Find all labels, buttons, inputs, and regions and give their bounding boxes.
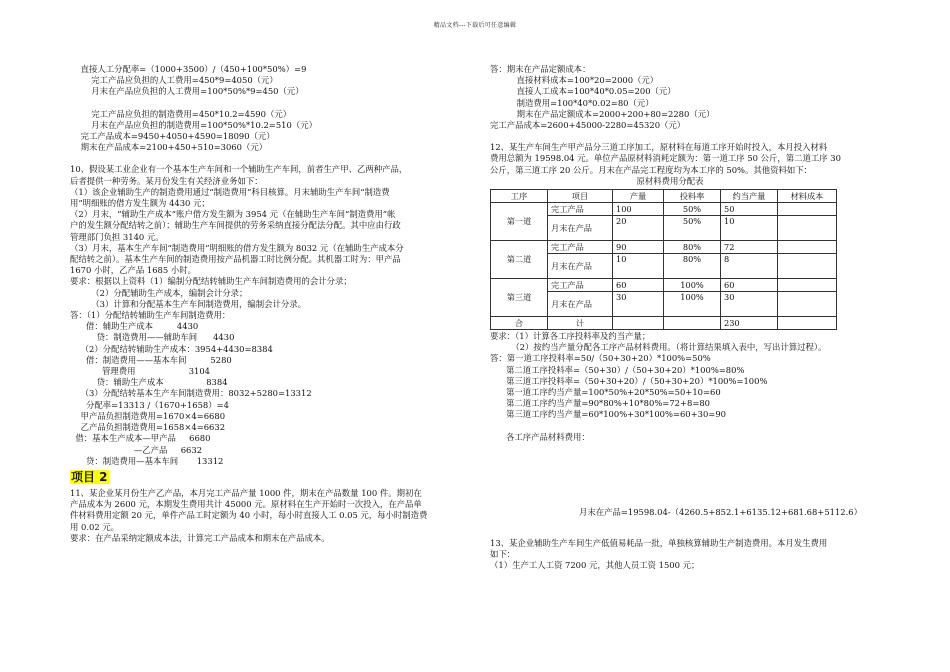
table-cell-qty: 60 xyxy=(613,279,664,292)
table-cell-equiv: 10 xyxy=(721,216,778,241)
text-line: —乙产品 6632 xyxy=(70,444,203,455)
text-line: 完工产品成本=2600+45000-2280=45320（元） xyxy=(490,120,686,131)
blank-line xyxy=(70,98,470,109)
text-line: 费用总额为 19598.04 元。单位产品原材料消耗定额为：第一道工序 50 公斤，第二道工序 30 xyxy=(490,153,841,164)
text-line: 12、某生产车间生产甲产品分三道工序加工，原材料在每道工序开始时投入，本月投入材料 xyxy=(490,142,828,153)
table-header-cell: 材料成本 xyxy=(778,190,837,203)
left-top-text xyxy=(70,64,470,467)
table-cell-process: 第一道 xyxy=(491,203,548,241)
spacer xyxy=(490,443,890,507)
text-line: （3）分配结转基本生产车间制造费用：8032+5280=13312 xyxy=(70,388,312,399)
table-cell-equiv: 60 xyxy=(721,279,778,292)
table-cell-item: 月末在产品 xyxy=(548,254,613,279)
text-line: 贷：制造费用—基本车间 13312 xyxy=(70,455,224,466)
text-line: 用”明细账的借方发生额为 4430 元； xyxy=(70,198,210,209)
text-line: 管理费用 3104 xyxy=(70,366,211,377)
table-cell-equiv: 30 xyxy=(721,292,778,317)
text-line: 分配率=13313 /（1670+1658）=4 xyxy=(70,399,229,410)
text-line: 期末在产品定额成本=2000+200+80=2280（元） xyxy=(490,108,715,119)
table-cell-rate: 100% xyxy=(664,279,721,292)
table-cell-process: 第三道 xyxy=(491,279,548,317)
text-line: 产品成本为 2600 元，本期发生费用共计 45000 元。原材料在生产开始时一次投入，在产品单 xyxy=(70,499,422,510)
text-line: 借：制造费用——基本车间 5280 xyxy=(70,354,232,365)
text-line: 配结转之前）。基本生产车间的制造费用按产品机器工时比例分配。其机器工时为：甲产品 xyxy=(70,254,401,265)
text-line: 完工产品成本=9450+4050+4590=18090（元） xyxy=(70,131,275,142)
text-line: 第三道工序约当产量=60*100%+30*100%=60+30=90 xyxy=(490,409,726,420)
text-line: 后者提供一种劳务。某月份发生有关经济业务如下： xyxy=(70,175,263,186)
left-column xyxy=(70,64,470,544)
text-line: 月末在产品应负担的制造费用=100*50%*10.2=510（元） xyxy=(70,119,317,130)
table-header-cell: 约当产量 xyxy=(721,190,778,203)
text-line: （2）按约当产量分配各工序产品材料费用。（将计算结果填入表中，写出计算过程）。 xyxy=(490,342,827,353)
table-row xyxy=(491,203,837,216)
blank-line xyxy=(70,153,470,164)
table-cell-rate xyxy=(664,317,721,330)
table-cell-equiv: 72 xyxy=(721,241,778,254)
table-cell-rate: 50% xyxy=(664,216,721,241)
table-cell-equiv: 8 xyxy=(721,254,778,279)
text-line: 第二道工序约当产量=90*80%+10*80%=72+8=80 xyxy=(490,398,710,409)
formula-line: 月末在产品=19598.04-（4260.5+852.1+6135.12+681.68+5112.6） xyxy=(578,506,862,517)
text-line: 月末在产品应负担的人工费用=100*50%*9=450（元） xyxy=(70,86,304,97)
table-header-row xyxy=(491,190,837,203)
page-header: 精品文档---下载后可任意编辑 xyxy=(433,22,517,29)
right-top-text xyxy=(490,64,890,176)
table-cell-qty xyxy=(613,317,664,330)
table-cell-cost xyxy=(778,292,837,317)
table-cell-rate: 50% xyxy=(664,203,721,216)
text-line: 户的发生额分配结转之前）；辅助生产车间提供的劳务采纳直接分配法分配。其中应由行政 xyxy=(70,220,401,231)
blank-line xyxy=(490,131,890,142)
text-line: 完工产品应负担的制造费用=450*10.2=4590（元） xyxy=(70,108,292,119)
table-cell-rate: 80% xyxy=(664,254,721,279)
table-title: 原材料费用分配表 xyxy=(636,175,704,186)
table-cell-qty: 20 xyxy=(613,216,664,241)
text-line: 第一道工序约当产量=100*50%+20*50%=50+10=60 xyxy=(490,387,721,398)
text-line: 10、假设某工业企业有一个基本生产车间和一个辅助生产车间，前者生产甲、乙两种产品， xyxy=(70,164,408,175)
table-cell-cost xyxy=(778,216,837,241)
spacer xyxy=(490,518,890,538)
table-total-label: 合 xyxy=(491,317,548,330)
table-cell-cost xyxy=(778,254,837,279)
text-line: 答：（1）分配结转辅助生产车间制造费用： xyxy=(70,310,231,321)
text-line: 13、某企业辅助生产车间生产低值易耗品一批，单独核算辅助生产制造费用。本月发生费用 xyxy=(490,538,828,549)
table-cell-cost xyxy=(778,203,837,216)
table-cell-item: 完工产品 xyxy=(548,279,613,292)
text-line: 要求：在产品采纳定额成本法，计算完工产品成本和期末在产品成本。 xyxy=(70,532,330,543)
table-cell-qty: 10 xyxy=(613,254,664,279)
text-line: 如下： xyxy=(490,549,516,560)
table-total-label: 计 xyxy=(548,317,613,330)
table-row xyxy=(491,279,837,292)
text-line: （3）计算和分配基本生产车间制造费用，编制会计分录。 xyxy=(70,298,306,309)
text-line: 甲产品负担制造费用=1670×4=6680 xyxy=(70,410,226,421)
table-cell-process: 第二道 xyxy=(491,241,548,279)
text-line: 借：基本生产成本—甲产品 6680 xyxy=(70,433,211,444)
text-line: 直接材料成本=100*20=2000（元） xyxy=(490,75,659,86)
text-line: 贷：辅助生产成本 8384 xyxy=(70,377,228,388)
text-line: 答：期末在产品定额成本： xyxy=(490,64,591,74)
text-line: （2）分配辅助生产成本，编制会计分录； xyxy=(70,287,248,298)
text-line: 借：辅助生产成本 4430 xyxy=(70,321,199,332)
text-line: 完工产品应负担的人工费用=450*9=4050（元） xyxy=(70,75,278,86)
text-line: 用 0.02 元。 xyxy=(70,521,120,532)
text-line: （1）生产工人工资 7200 元，其他人员工资 1500 元； xyxy=(490,560,700,571)
right-bottom-text xyxy=(490,538,890,572)
text-line: （1）该企业辅助生产的制造费用通过“制造费用”科目核算。月末辅助生产车间“制造费 xyxy=(70,186,390,197)
table-cell-item: 月末在产品 xyxy=(548,216,613,241)
right-column xyxy=(490,64,890,572)
text-line: 第三道工序投料率=（50+30+20）/（50+30+20）*100%=100% xyxy=(490,375,768,386)
text-line: 件材料费用定额 20 元，单件产品工时定额为 40 小时，每小时直接人工 0.05 元，每小时制造费 xyxy=(70,510,428,521)
text-line: 答：第一道工序投料率=50/（50+30+20）*100%=50% xyxy=(490,353,711,364)
table-cell-item: 完工产品 xyxy=(548,241,613,254)
table-header-cell: 工序 xyxy=(491,190,548,203)
text-line: 各工序产品材料费用： xyxy=(490,431,590,442)
text-line: 管理部门负担 3140 元。 xyxy=(70,231,164,242)
text-line: 第二道工序投料率=（50+30）/（50+30+20）*100%=80% xyxy=(490,364,745,375)
project-heading: 项目 2 xyxy=(71,469,108,484)
table-cell-qty: 30 xyxy=(613,292,664,317)
table-row xyxy=(491,241,837,254)
table-total-value: 230 xyxy=(721,317,778,330)
table-cell-qty: 100 xyxy=(613,203,664,216)
text-line: 要求：根据以上资料（1）编制分配结转辅助生产车间制造费用的会计分录； xyxy=(70,276,352,287)
text-line: 制造费用=100*40*0.02=80（元） xyxy=(490,97,654,108)
text-line: （2）月末，“辅助生产成本”账户借方发生额为 3954 元（在辅助生产车间“制造费用”帐 xyxy=(70,209,396,220)
table-cell-item: 月末在产品 xyxy=(548,292,613,317)
table-cell-equiv: 50 xyxy=(721,203,778,216)
table-cell-rate: 80% xyxy=(664,241,721,254)
table-cell-cost xyxy=(778,317,837,330)
text-line: 要求：（1）计算各工序投料率及约当产量； xyxy=(490,331,651,342)
table-header-cell: 产量 xyxy=(613,190,664,203)
text-line: 期末在产品成本=2100+450+510=3060（元） xyxy=(70,142,268,153)
text-line: 贷：制造费用——辅助车间 4430 xyxy=(70,332,235,343)
left-bottom-text xyxy=(70,488,470,544)
table-cell-cost xyxy=(778,279,837,292)
table-cell-qty: 90 xyxy=(613,241,664,254)
text-line: 直接人工分配率=（1000+3500）/（450+100*50%）=9 xyxy=(70,64,307,74)
text-line: 公斤，第三道工序 20 公斤。月末在产品完工程度均为本工序的 50%。其他资料如下： xyxy=(490,164,813,175)
table-cell-item: 完工产品 xyxy=(548,203,613,216)
right-mid-text xyxy=(490,331,890,443)
table-cell-rate: 100% xyxy=(664,292,721,317)
text-line: 乙产品负担制造费用=1658×4=6632 xyxy=(70,422,226,433)
table-cell-cost xyxy=(778,241,837,254)
text-line: （3）月末，基本生产车间“制造费用”明细账的借方发生额为 8032 元（在辅助生产成本分 xyxy=(70,242,404,253)
table-header-cell: 项目 xyxy=(548,190,613,203)
material-cost-table xyxy=(490,189,837,330)
text-line: （2）分配结转辅助生产成本：3954+4430=8384 xyxy=(70,343,273,354)
table-header-cell: 投料率 xyxy=(664,190,721,203)
text-line: 直接人工成本=100*40*0.05=200（元） xyxy=(490,86,676,97)
blank-line xyxy=(490,421,890,432)
table-total-row xyxy=(491,317,837,330)
text-line: 11、某企业某月份生产乙产品，本月完工产品产量 1000 件，期末在产品数量 100 件。期初在 xyxy=(70,487,422,498)
text-line: 1670 小时，乙产品 1685 小时。 xyxy=(70,265,196,276)
